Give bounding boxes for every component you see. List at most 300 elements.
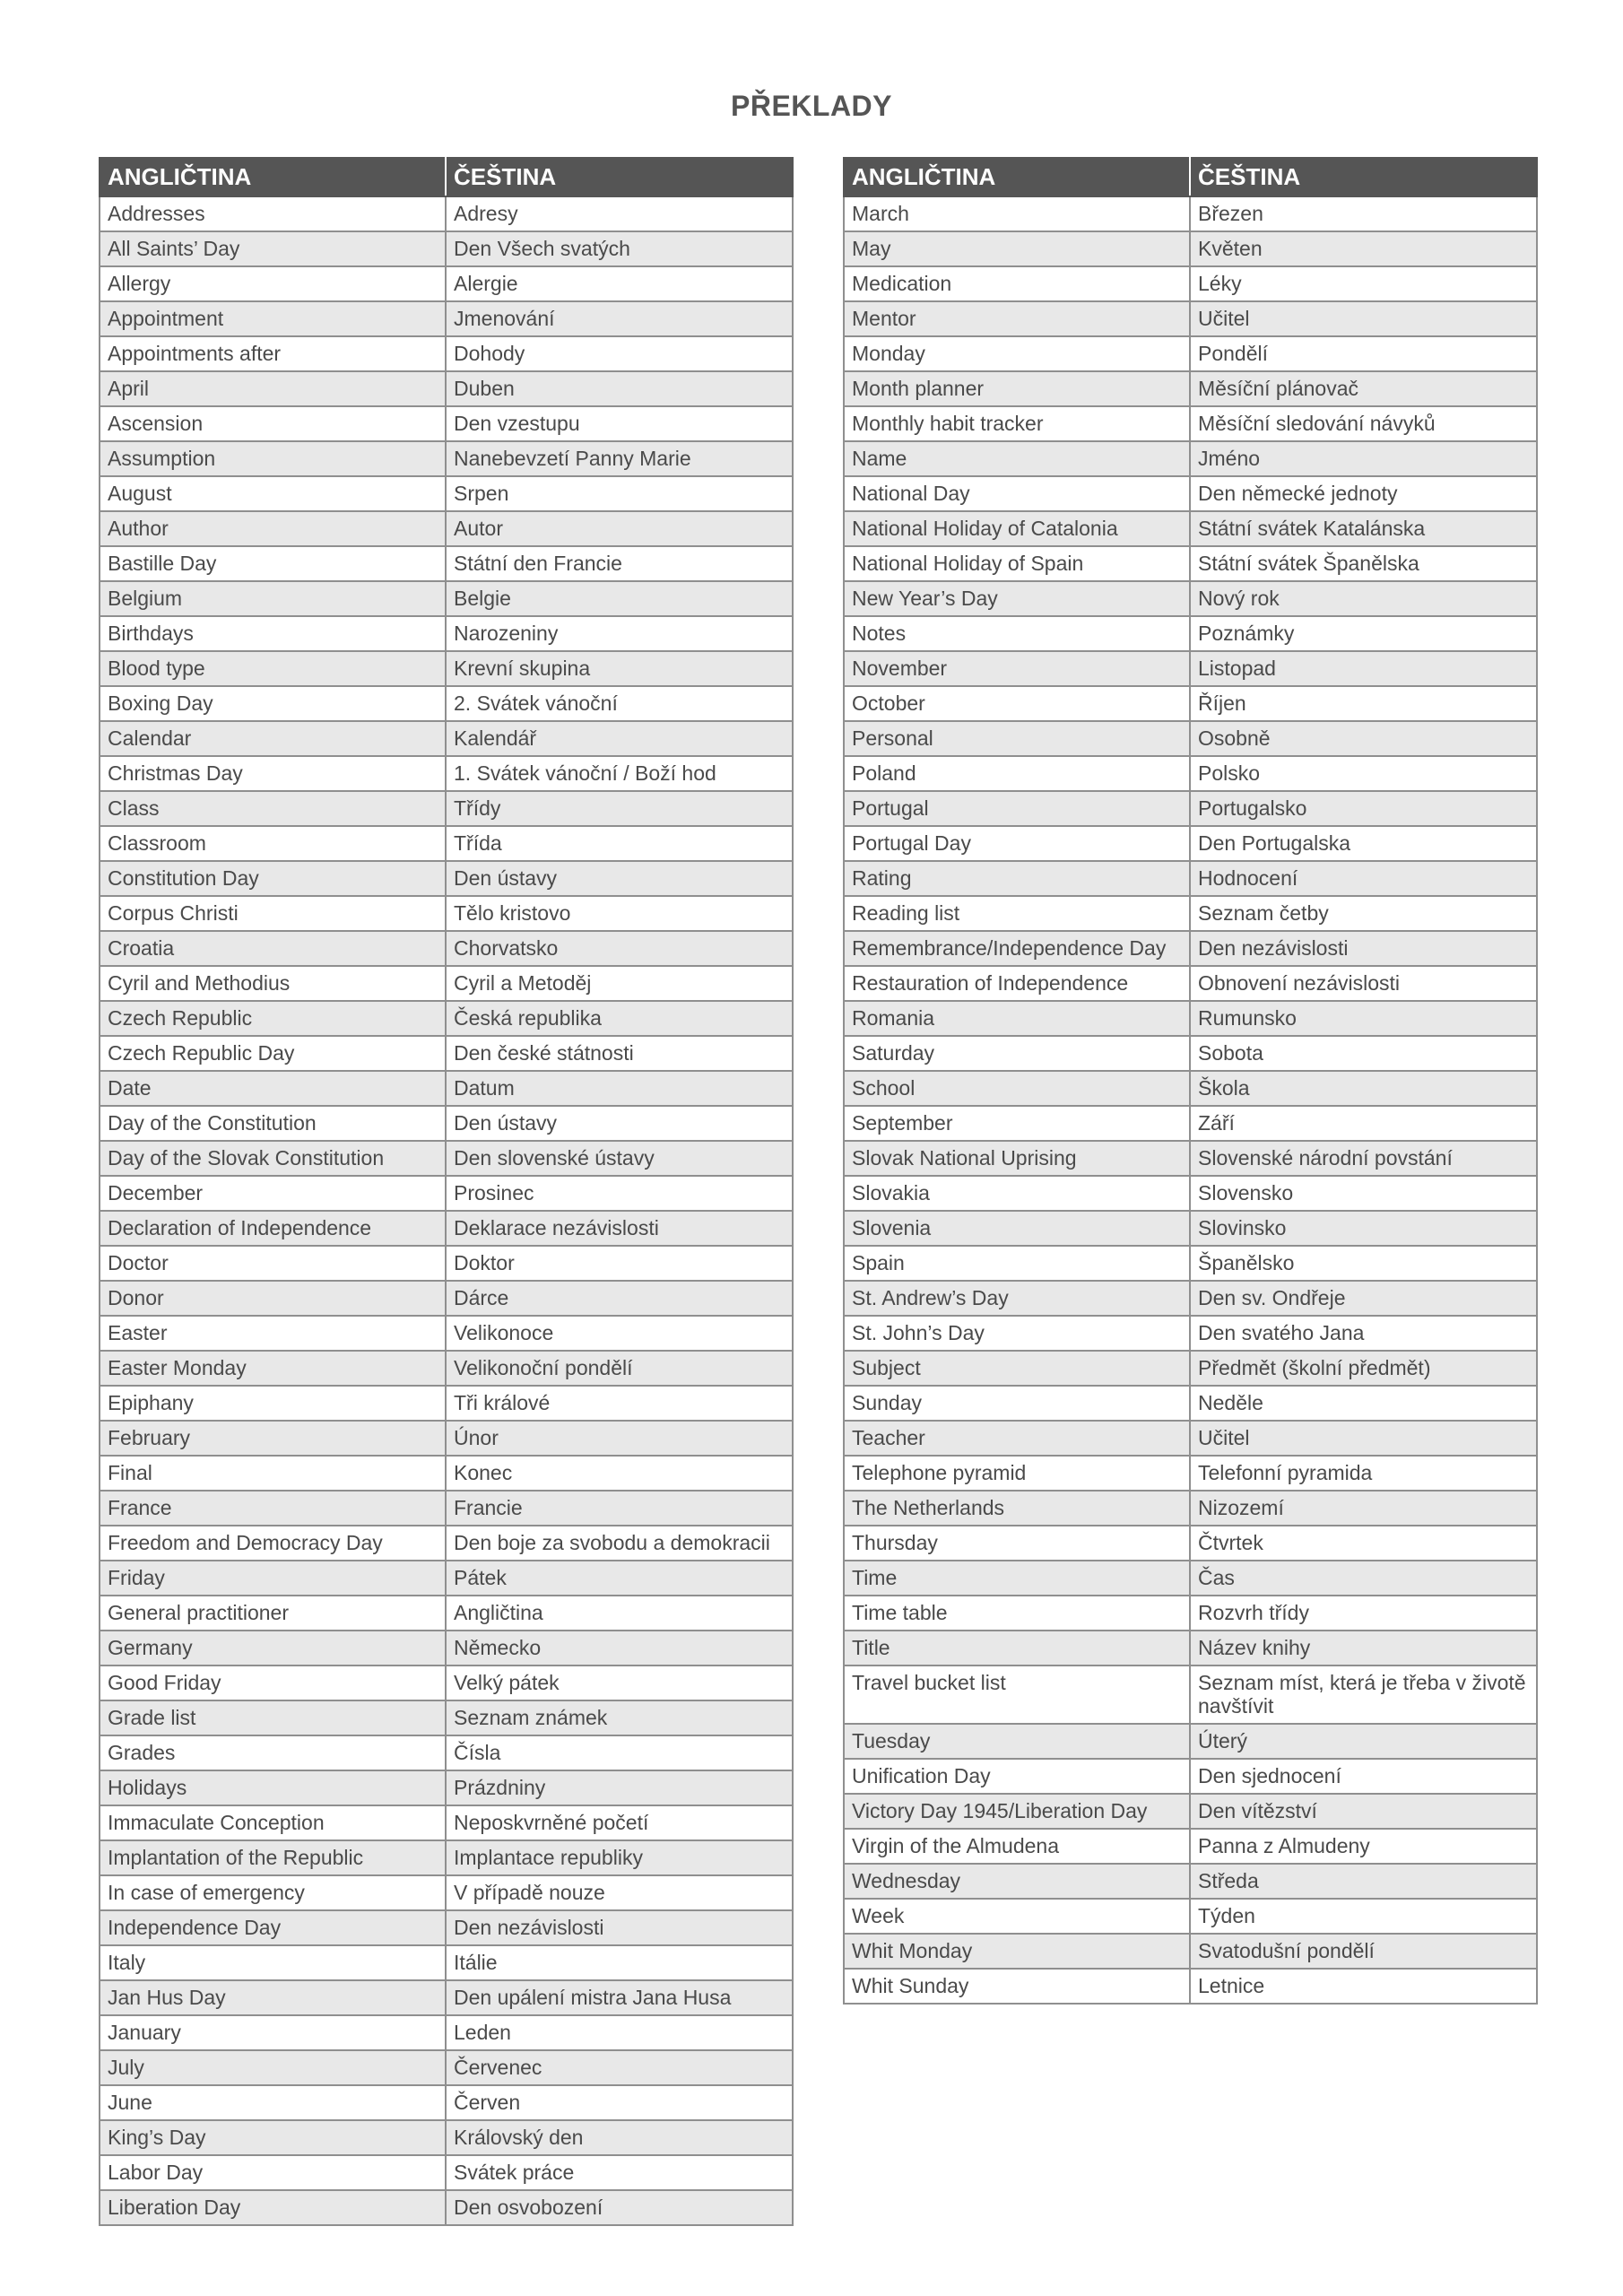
table-row — [844, 1071, 1537, 1106]
czech-term: Den osvobození — [446, 2190, 793, 2225]
english-term: Title — [844, 1631, 1190, 1665]
czech-term: Obnovení nezávislosti — [1190, 966, 1537, 1001]
english-term: Saturday — [844, 1036, 1190, 1071]
czech-term: Měsíční sledování návyků — [1190, 406, 1537, 441]
english-term: Classroom — [100, 826, 446, 861]
english-term: Victory Day 1945/Liberation Day — [844, 1794, 1190, 1829]
table-row — [100, 1770, 793, 1805]
table-row — [100, 1246, 793, 1281]
table-row — [844, 651, 1537, 686]
czech-term: Červenec — [446, 2050, 793, 2085]
english-term: Class — [100, 791, 446, 826]
czech-term: Prázdniny — [446, 1770, 793, 1805]
czech-term: Den Všech svatých — [446, 231, 793, 266]
czech-term: Německo — [446, 1631, 793, 1665]
table-row — [844, 1794, 1537, 1829]
table-header-row — [844, 158, 1537, 196]
table-row — [844, 1969, 1537, 2004]
table-row — [100, 616, 793, 651]
czech-term: Srpen — [446, 476, 793, 511]
english-term: Addresses — [100, 196, 446, 231]
czech-term: Slovinsko — [1190, 1211, 1537, 1246]
czech-term: Učitel — [1190, 1421, 1537, 1456]
table-row — [844, 546, 1537, 581]
czech-term: Den boje za svobodu a demokracii — [446, 1526, 793, 1561]
english-term: Author — [100, 511, 446, 546]
czech-term: Implantace republiky — [446, 1840, 793, 1875]
czech-term: Konec — [446, 1456, 793, 1491]
czech-term: Státní svátek Španělska — [1190, 546, 1537, 581]
czech-term: Královský den — [446, 2120, 793, 2155]
table-row — [100, 2190, 793, 2225]
table-row — [100, 966, 793, 1001]
english-term: Day of the Slovak Constitution — [100, 1141, 446, 1176]
english-term: Allergy — [100, 266, 446, 301]
table-row — [100, 336, 793, 371]
english-term: General practitioner — [100, 1596, 446, 1631]
english-term: Rating — [844, 861, 1190, 896]
table-row — [100, 546, 793, 581]
czech-term: Den Portugalska — [1190, 826, 1537, 861]
english-term: Slovenia — [844, 1211, 1190, 1246]
czech-term: V případě nouze — [446, 1875, 793, 1910]
czech-term: Listopad — [1190, 651, 1537, 686]
table-row — [100, 581, 793, 616]
czech-term: Tři králové — [446, 1386, 793, 1421]
english-term: Good Friday — [100, 1665, 446, 1700]
english-term: Slovakia — [844, 1176, 1190, 1211]
table-row — [100, 931, 793, 966]
czech-term: Česká republika — [446, 1001, 793, 1036]
english-term: St. John’s Day — [844, 1316, 1190, 1351]
english-term: Freedom and Democracy Day — [100, 1526, 446, 1561]
czech-term: Den vítězství — [1190, 1794, 1537, 1829]
english-term: National Day — [844, 476, 1190, 511]
table-row — [844, 931, 1537, 966]
english-term: Christmas Day — [100, 756, 446, 791]
english-term: Unification Day — [844, 1759, 1190, 1794]
table-row — [844, 1036, 1537, 1071]
table-row — [100, 1491, 793, 1526]
table-row — [844, 1899, 1537, 1934]
czech-term: Slovenské národní povstání — [1190, 1141, 1537, 1176]
czech-term: Neděle — [1190, 1386, 1537, 1421]
table-row — [844, 196, 1537, 231]
table-row — [844, 791, 1537, 826]
czech-term: Státní den Francie — [446, 546, 793, 581]
table-row — [100, 301, 793, 336]
table-row — [844, 1526, 1537, 1561]
english-term: Final — [100, 1456, 446, 1491]
english-term: Name — [844, 441, 1190, 476]
czech-term: Doktor — [446, 1246, 793, 1281]
table-row — [100, 1421, 793, 1456]
english-term: Boxing Day — [100, 686, 446, 721]
table-row — [100, 2085, 793, 2120]
czech-term: Francie — [446, 1491, 793, 1526]
table-row — [844, 1491, 1537, 1526]
english-term: August — [100, 476, 446, 511]
english-term: Cyril and Methodius — [100, 966, 446, 1001]
english-term: Assumption — [100, 441, 446, 476]
czech-term: Pátek — [446, 1561, 793, 1596]
table-row — [100, 791, 793, 826]
english-term: Easter — [100, 1316, 446, 1351]
czech-term: Duben — [446, 371, 793, 406]
table-row — [100, 1386, 793, 1421]
english-term: Sunday — [844, 1386, 1190, 1421]
czech-term: Den upálení mistra Jana Husa — [446, 1980, 793, 2015]
table-row — [100, 1176, 793, 1211]
english-term: Tuesday — [844, 1724, 1190, 1759]
english-term: Italy — [100, 1945, 446, 1980]
english-term: Czech Republic — [100, 1001, 446, 1036]
table-row — [844, 1386, 1537, 1421]
english-term: Wednesday — [844, 1864, 1190, 1899]
english-term: Epiphany — [100, 1386, 446, 1421]
czech-term: Seznam míst, která je třeba v životě navštívit — [1190, 1665, 1537, 1724]
czech-term: Španělsko — [1190, 1246, 1537, 1281]
english-term: Belgium — [100, 581, 446, 616]
english-term: Month planner — [844, 371, 1190, 406]
english-term: Portugal Day — [844, 826, 1190, 861]
czech-term: Nanebevzetí Panny Marie — [446, 441, 793, 476]
czech-term: Pondělí — [1190, 336, 1537, 371]
english-term: Ascension — [100, 406, 446, 441]
czech-term: Květen — [1190, 231, 1537, 266]
czech-term: Velký pátek — [446, 1665, 793, 1700]
table-row — [844, 1176, 1537, 1211]
table-row — [844, 1211, 1537, 1246]
table-row — [844, 1246, 1537, 1281]
czech-term: Březen — [1190, 196, 1537, 231]
table-row — [100, 1735, 793, 1770]
czech-term: Předmět (školní předmět) — [1190, 1351, 1537, 1386]
czech-term: Neposkvrněné početí — [446, 1805, 793, 1840]
table-row — [844, 1456, 1537, 1491]
table-row — [844, 1759, 1537, 1794]
english-term: Restauration of Independence — [844, 966, 1190, 1001]
table-row — [100, 1316, 793, 1351]
table-row — [100, 1456, 793, 1491]
table-row — [844, 1281, 1537, 1316]
czech-term: Měsíční plánovač — [1190, 371, 1537, 406]
czech-term: Portugalsko — [1190, 791, 1537, 826]
czech-term: Osobně — [1190, 721, 1537, 756]
czech-term: Chorvatsko — [446, 931, 793, 966]
table-row — [100, 266, 793, 301]
czech-term: Čtvrtek — [1190, 1526, 1537, 1561]
english-term: Time — [844, 1561, 1190, 1596]
czech-term: Den německé jednoty — [1190, 476, 1537, 511]
english-term: Jan Hus Day — [100, 1980, 446, 2015]
table-row — [100, 1211, 793, 1246]
czech-term: Den vzestupu — [446, 406, 793, 441]
english-term: Immaculate Conception — [100, 1805, 446, 1840]
english-term: Spain — [844, 1246, 1190, 1281]
table-row — [100, 1351, 793, 1386]
table-row — [844, 1631, 1537, 1665]
table-row — [100, 1001, 793, 1036]
column-header-czech: ČEŠTINA — [1190, 158, 1537, 196]
english-term: Thursday — [844, 1526, 1190, 1561]
czech-term: Datum — [446, 1071, 793, 1106]
english-term: All Saints’ Day — [100, 231, 446, 266]
english-term: In case of emergency — [100, 1875, 446, 1910]
english-term: Travel bucket list — [844, 1665, 1190, 1724]
table-row — [844, 686, 1537, 721]
table-row — [100, 1910, 793, 1945]
english-term: Bastille Day — [100, 546, 446, 581]
english-term: September — [844, 1106, 1190, 1141]
table-row — [844, 1561, 1537, 1596]
czech-term: Léky — [1190, 266, 1537, 301]
english-term: Czech Republic Day — [100, 1036, 446, 1071]
english-term: February — [100, 1421, 446, 1456]
table-row — [100, 1875, 793, 1910]
english-term: Romania — [844, 1001, 1190, 1036]
english-term: Whit Sunday — [844, 1969, 1190, 2004]
czech-term: Týden — [1190, 1899, 1537, 1934]
table-row — [844, 1829, 1537, 1864]
english-term: Slovak National Uprising — [844, 1141, 1190, 1176]
english-term: France — [100, 1491, 446, 1526]
czech-term: Říjen — [1190, 686, 1537, 721]
czech-term: 2. Svátek vánoční — [446, 686, 793, 721]
english-term: March — [844, 196, 1190, 231]
table-row — [844, 1596, 1537, 1631]
table-row — [100, 1036, 793, 1071]
czech-term: Cyril a Metoděj — [446, 966, 793, 1001]
table-row — [844, 721, 1537, 756]
english-term: April — [100, 371, 446, 406]
glossary-body-left — [100, 196, 793, 2225]
czech-term: Čísla — [446, 1735, 793, 1770]
table-row — [844, 896, 1537, 931]
english-term: King’s Day — [100, 2120, 446, 2155]
table-row — [100, 1141, 793, 1176]
table-row — [100, 1631, 793, 1665]
english-term: December — [100, 1176, 446, 1211]
table-row — [844, 511, 1537, 546]
table-row — [844, 616, 1537, 651]
english-term: National Holiday of Spain — [844, 546, 1190, 581]
czech-term: Nový rok — [1190, 581, 1537, 616]
table-row — [844, 826, 1537, 861]
column-header-czech: ČEŠTINA — [446, 158, 793, 196]
table-row — [100, 231, 793, 266]
table-row — [844, 861, 1537, 896]
czech-term: Hodnocení — [1190, 861, 1537, 896]
czech-term: Autor — [446, 511, 793, 546]
czech-term: Adresy — [446, 196, 793, 231]
table-row — [844, 756, 1537, 791]
table-row — [100, 371, 793, 406]
czech-term: Alergie — [446, 266, 793, 301]
english-term: School — [844, 1071, 1190, 1106]
czech-term: Jméno — [1190, 441, 1537, 476]
english-term: Independence Day — [100, 1910, 446, 1945]
czech-term: Itálie — [446, 1945, 793, 1980]
english-term: November — [844, 651, 1190, 686]
english-term: Week — [844, 1899, 1190, 1934]
czech-term: Letnice — [1190, 1969, 1537, 2004]
czech-term: Narozeniny — [446, 616, 793, 651]
czech-term: Den nezávislosti — [1190, 931, 1537, 966]
table-row — [844, 966, 1537, 1001]
english-term: Personal — [844, 721, 1190, 756]
czech-term: Dohody — [446, 336, 793, 371]
table-row — [100, 1805, 793, 1840]
english-term: Monday — [844, 336, 1190, 371]
table-row — [100, 826, 793, 861]
czech-term: Den sv. Ondřeje — [1190, 1281, 1537, 1316]
table-row — [100, 196, 793, 231]
czech-term: Den české státnosti — [446, 1036, 793, 1071]
english-term: Subject — [844, 1351, 1190, 1386]
czech-term: Škola — [1190, 1071, 1537, 1106]
czech-term: Únor — [446, 1421, 793, 1456]
table-row — [100, 651, 793, 686]
english-term: January — [100, 2015, 446, 2050]
czech-term: Čas — [1190, 1561, 1537, 1596]
table-row — [100, 1561, 793, 1596]
table-row — [844, 1316, 1537, 1351]
czech-term: Den nezávislosti — [446, 1910, 793, 1945]
english-term: June — [100, 2085, 446, 2120]
english-term: Declaration of Independence — [100, 1211, 446, 1246]
glossary-table-left — [99, 157, 794, 2226]
table-row — [100, 406, 793, 441]
english-term: Poland — [844, 756, 1190, 791]
czech-term: Polsko — [1190, 756, 1537, 791]
table-row — [100, 1840, 793, 1875]
table-row — [844, 1934, 1537, 1969]
czech-term: Belgie — [446, 581, 793, 616]
czech-term: Telefonní pyramida — [1190, 1456, 1537, 1491]
english-term: Birthdays — [100, 616, 446, 651]
table-row — [100, 2120, 793, 2155]
table-row — [844, 1001, 1537, 1036]
english-term: July — [100, 2050, 446, 2085]
english-term: October — [844, 686, 1190, 721]
table-row — [100, 721, 793, 756]
english-term: Medication — [844, 266, 1190, 301]
czech-term: Den ústavy — [446, 1106, 793, 1141]
english-term: Telephone pyramid — [844, 1456, 1190, 1491]
czech-term: Jmenování — [446, 301, 793, 336]
table-row — [100, 896, 793, 931]
table-row — [844, 1141, 1537, 1176]
english-term: Whit Monday — [844, 1934, 1190, 1969]
english-term: Doctor — [100, 1246, 446, 1281]
table-row — [844, 371, 1537, 406]
english-term: Grades — [100, 1735, 446, 1770]
czech-term: Svátek práce — [446, 2155, 793, 2190]
czech-term: Slovensko — [1190, 1176, 1537, 1211]
czech-term: Svatodušní pondělí — [1190, 1934, 1537, 1969]
english-term: Date — [100, 1071, 446, 1106]
table-row — [100, 441, 793, 476]
table-row — [844, 1421, 1537, 1456]
table-row — [100, 1281, 793, 1316]
table-row — [844, 1106, 1537, 1141]
czech-term: Červen — [446, 2085, 793, 2120]
table-row — [844, 1864, 1537, 1899]
table-row — [844, 581, 1537, 616]
table-row — [100, 2155, 793, 2190]
table-row — [100, 2050, 793, 2085]
table-row — [100, 511, 793, 546]
table-row — [844, 1351, 1537, 1386]
czech-term: Leden — [446, 2015, 793, 2050]
english-term: Time table — [844, 1596, 1190, 1631]
table-row — [100, 686, 793, 721]
table-row — [100, 1980, 793, 2015]
column-header-english: ANGLIČTINA — [100, 158, 446, 196]
czech-term: Krevní skupina — [446, 651, 793, 686]
czech-term: Den ústavy — [446, 861, 793, 896]
table-row — [100, 476, 793, 511]
czech-term: Panna z Almudeny — [1190, 1829, 1537, 1864]
czech-term: Úterý — [1190, 1724, 1537, 1759]
table-row — [844, 266, 1537, 301]
table-row — [100, 2015, 793, 2050]
czech-term: Sobota — [1190, 1036, 1537, 1071]
english-term: Calendar — [100, 721, 446, 756]
english-term: Liberation Day — [100, 2190, 446, 2225]
english-term: Appointment — [100, 301, 446, 336]
czech-term: Učitel — [1190, 301, 1537, 336]
czech-term: Velikonoce — [446, 1316, 793, 1351]
english-term: Virgin of the Almudena — [844, 1829, 1190, 1864]
glossary-table-right — [843, 157, 1538, 2005]
czech-term: Rozvrh třídy — [1190, 1596, 1537, 1631]
czech-term: Třídy — [446, 791, 793, 826]
table-row — [844, 1665, 1537, 1724]
english-term: Croatia — [100, 931, 446, 966]
czech-term: Středa — [1190, 1864, 1537, 1899]
table-row — [844, 406, 1537, 441]
english-term: May — [844, 231, 1190, 266]
glossary-body-right — [844, 196, 1537, 2004]
english-term: New Year’s Day — [844, 581, 1190, 616]
czech-term: Dárce — [446, 1281, 793, 1316]
table-header-row — [100, 158, 793, 196]
table-row — [844, 476, 1537, 511]
table-row — [844, 301, 1537, 336]
english-term: Portugal — [844, 791, 1190, 826]
english-term: Mentor — [844, 301, 1190, 336]
czech-term: Poznámky — [1190, 616, 1537, 651]
czech-term: 1. Svátek vánoční / Boží hod — [446, 756, 793, 791]
english-term: Friday — [100, 1561, 446, 1596]
english-term: Easter Monday — [100, 1351, 446, 1386]
czech-term: Státní svátek Katalánska — [1190, 511, 1537, 546]
english-term: Grade list — [100, 1700, 446, 1735]
czech-term: Seznam známek — [446, 1700, 793, 1735]
english-term: Appointments after — [100, 336, 446, 371]
english-term: The Netherlands — [844, 1491, 1190, 1526]
czech-term: Seznam četby — [1190, 896, 1537, 931]
czech-term: Den slovenské ústavy — [446, 1141, 793, 1176]
table-row — [844, 441, 1537, 476]
page-title: PŘEKLADY — [730, 90, 892, 122]
czech-term: Prosinec — [446, 1176, 793, 1211]
column-header-english: ANGLIČTINA — [844, 158, 1190, 196]
english-term: Remembrance/Independence Day — [844, 931, 1190, 966]
table-row — [844, 231, 1537, 266]
